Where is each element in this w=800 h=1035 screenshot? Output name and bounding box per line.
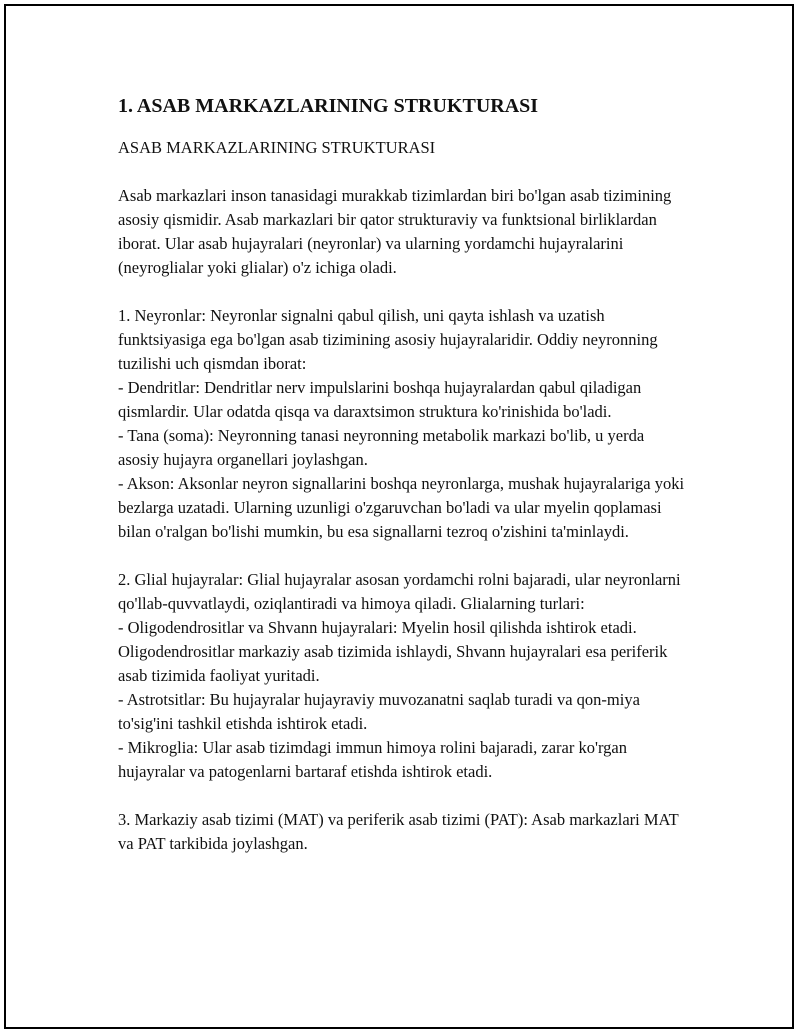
list-item-oligodendrocytes: - Oligodendrositlar va Shvann hujayralari: Myelin hosil qilishda ishtirok etadi. Oligodendrositlar markaziy asab tizimida ishlaydi, Shvann hujayralari esa periferik asab tizimida faoliyat yuritadi.	[118, 618, 668, 685]
list-item-dendrites: - Dendritlar: Dendritlar nerv impulslarini boshqa hujayralardan qabul qiladigan qismlardir. Ular odatda qisqa va daraxtsimon struktura ko'rinishida bo'ladi.	[118, 378, 642, 421]
list-item-astrocytes: - Astrotsitlar: Bu hujayralar hujayraviy muvozanatni saqlab turadi va qon-miya to'sig'ini tashkil etishda ishtirok etadi.	[118, 690, 640, 733]
list-item-axon: - Akson: Aksonlar neyron signallarini boshqa neyronlarga, mushak hujayralariga yoki bezlarga uzatadi. Ularning uzunligi o'zgaruvchan bo'ladi va ular myelin qoplamasi bilan o'ralgan bo'lishi mumkin, bu esa signallarni tezroq o'zishini ta'minlaydi.	[118, 474, 685, 541]
spacer	[118, 280, 688, 304]
page-title: 1. ASAB MARKAZLARINING STRUKTURASI	[118, 95, 539, 117]
spacer	[118, 160, 688, 184]
list-item-microglia: - Mikroglia: Ular asab tizimdagi immun himoya rolini bajaradi, zarar ko'rgan hujayralar va patogenlarni bartaraf etishda ishtirok etadi.	[118, 738, 627, 781]
list-item-soma: - Tana (soma): Neyronning tanasi neyronning metabolik markazi bo'lib, u yerda asosiy hujayra organellari joylashgan.	[118, 426, 645, 469]
spacer	[118, 544, 688, 568]
section-cns-pns-lead: 3. Markaziy asab tizimi (MAT) va periferik asab tizimi (PAT): Asab markazlari MAT va PAT tarkibida joylashgan.	[118, 810, 679, 853]
document-body	[118, 92, 688, 856]
spacer	[118, 784, 688, 808]
page-subtitle: ASAB MARKAZLARINING STRUKTURASI	[118, 138, 436, 157]
intro-paragraph: Asab markazlari inson tanasidagi murakkab tizimlardan biri bo'lgan asab tizimining asosiy qismidir. Asab markazlari bir qator strukturaviy va funktsional birliklardan iborat. Ular asab hujayralari (neyronlar) va ularning yordamchi hujayralarini (neyroglialar yoki glialar) o'z ichiga oladi.	[118, 186, 672, 277]
section-neurons-lead: 1. Neyronlar: Neyronlar signalni qabul qilish, uni qayta ishlash va uzatish funktsiyasiga ega bo'lgan asab tizimining asosiy hujayralaridir. Oddiy neyronning tuzilishi uch qismdan iborat:	[118, 306, 658, 373]
section-glia-lead: 2. Glial hujayralar: Glial hujayralar asosan yordamchi rolni bajaradi, ular neyronlarni qo'llab-quvvatlaydi, oziqlantiradi va himoya qiladi. Glialarning turlari:	[118, 570, 681, 613]
